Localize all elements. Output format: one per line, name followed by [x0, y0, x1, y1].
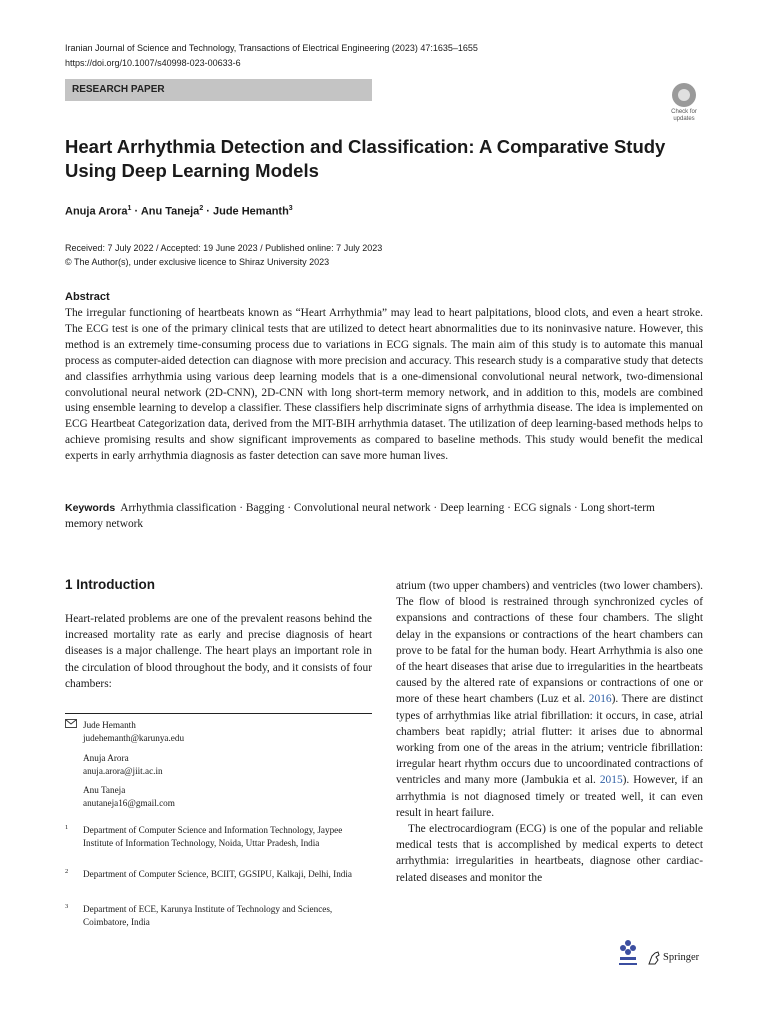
correspondence-name: Anuja Arora: [83, 753, 129, 763]
correspondence-name: Anu Taneja: [83, 785, 126, 795]
check-for-updates-badge[interactable]: [664, 83, 704, 123]
correspondence-entry: [83, 784, 175, 809]
citation-link[interactable]: 2015: [599, 774, 623, 787]
affiliation-number: 2: [65, 868, 69, 875]
springer-horse-icon: [647, 950, 661, 966]
correspondence-email[interactable]: anutaneja16@gmail.com: [83, 797, 175, 808]
affiliation-text: Department of Computer Science, BCIIT, GGSIPU, Kalkaji, Delhi, India: [83, 869, 353, 879]
abstract-text: The irregular functioning of heartbeats known as “Heart Arrhythmia” may lead to heart palpitations, blood clots, and even a heart stroke. The ECG test is one of the primary clinical tests that are utilized to detect heart abnormalities due to its noninvasive nature. However, this method is an extremely time-consuming process due to variations in ECG signals. The main aim of this study is to automate this manual process as computer-aided detection can diagnose with more precision and accuracy. This research study is a comparative study that detects and classifies arrhythmia using various deep learning models that is a one-dimensional convolutional neural network, two-dimensional convolutional neural network (2D-CNN), 2D-CNN with long short-term memory network, and in addition to this, models are combined using ensemble learning to develop a classifier. These classifiers help discriminate signs of arrhythmia disease. The idea is implemented on ECG Heartbeat Categorization data, derived from the MIT-BIH arrhythmia dataset. The utilization of deep learning-based methods helps to achieve promising results and show significant improvements as compared to baseline methods. This study would benefit the medical experts in early arrhythmia diagnosis as faster detection can save more human lives.: [65, 307, 703, 463]
keywords-list: Arrhythmia classification · Bagging · Convolutional neural network · Deep learning · ECG signals · Long short-term memory network: [65, 502, 655, 530]
shiraz-university-logo-icon: [617, 938, 639, 968]
correspondence-email[interactable]: anuja.arora@jiit.ac.in: [83, 765, 163, 776]
author-affiliation-marker: 1: [127, 205, 132, 212]
check-updates-line1: Check for: [671, 109, 697, 115]
citation-link[interactable]: 2016: [588, 693, 612, 706]
envelope-icon: [65, 719, 77, 728]
intro-column-left: Heart-related problems are one of the prevalent reasons behind the increased mortality rate as early and precise diagnosis of heart diseases is a major challenge. The heart plays an important role in the circulation of blood throughout the body, and it consists of four chambers:: [65, 613, 372, 690]
author-name: Jude Hemanth: [213, 205, 289, 218]
publisher-logos: [617, 938, 707, 974]
correspondence-name: Jude Hemanth: [83, 720, 136, 730]
author-separator: ·: [203, 205, 213, 218]
correspondence-entry: [83, 752, 163, 777]
affiliation-number: 3: [65, 903, 69, 910]
journal-citation: Iranian Journal of Science and Technology, Transactions of Electrical Engineering (2023) 47:1635–1655: [65, 43, 478, 53]
intro-paragraph: The electrocardiogram (ECG) is one of the popular and reliable medical tests that is accomplished by medical experts to detect arrhythmia: irregularities in heartbeats, diagnose other cardiac-related diseases and monitor the: [396, 823, 703, 884]
paper-title: Heart Arrhythmia Detection and Classification: A Comparative Study Using Deep Learning Models: [65, 136, 666, 181]
affiliation-number: 1: [65, 824, 69, 831]
publication-dates: Received: 7 July 2022 / Accepted: 19 June 2023 / Published online: 7 July 2023: [65, 243, 383, 253]
affiliation-text: Department of ECE, Karunya Institute of Technology and Sciences, Coimbatore, India: [83, 904, 333, 927]
author-list: [65, 205, 293, 218]
author-name: Anuja Arora: [65, 205, 128, 218]
paragraph-text: ). However, if an arrhythmia is not diagnosed timely or treated well, it can even result in heart failure.: [396, 774, 703, 819]
copyright-notice: © The Author(s), under exclusive licence to Shiraz University 2023: [65, 257, 330, 267]
correspondence-entry: [83, 719, 184, 744]
paragraph-text: atrium (two upper chambers) and ventricles (two lower chambers). The flow of blood is restrained through synchronized cycles of expansions and contractions of these four chambers. The slight delay in the expansions or contractions of the heart chambers can prove to be fatal for the human body. Heart Arrhythmia is also one of the heart diseases that arise due to irregularities in the heartbeats caused by the altered rate of expansions or contractions of one or more of these heart chambers (Luz et al.: [396, 580, 703, 706]
author-affiliation-marker: 2: [199, 205, 204, 212]
article-type-label: RESEARCH PAPER: [72, 84, 165, 95]
intro-column-right: [396, 578, 703, 886]
abstract-heading: Abstract: [65, 291, 110, 303]
author-separator: ·: [131, 205, 141, 218]
article-type-banner: [65, 79, 372, 101]
paragraph-text: ). There are distinct types of arrhythmias like atrial fibrillation: it occurs, in case, atrial chambers beat rapidly; atrial flutter: it arises due to abnormal working from one of the areas in the atrium; ventricle fibrillation: irregular heart rhythm occurs due to uncoordinated contractions of ventricles and many more (Jambukia et al.: [396, 693, 703, 787]
intro-paragraph: [396, 578, 703, 821]
journal-header: [65, 41, 478, 71]
keywords: [65, 500, 685, 532]
check-updates-line2: updates: [673, 116, 695, 122]
check-updates-icon: [672, 83, 696, 107]
footnote-divider: [65, 713, 372, 714]
section-heading-introduction: 1 Introduction: [65, 577, 155, 592]
springer-logo-text: Springer: [663, 952, 700, 963]
affiliation-text: Department of Computer Science and Information Technology, Jaypee Institute of Information Technology, Noida, Uttar Pradesh, India: [83, 825, 343, 848]
keywords-label: Keywords: [65, 502, 116, 514]
author-affiliation-marker: 3: [288, 205, 293, 212]
publication-info: [65, 241, 382, 269]
journal-doi-link[interactable]: https://doi.org/10.1007/s40998-023-00633-6: [65, 58, 241, 68]
correspondence-email[interactable]: judehemanth@karunya.edu: [83, 732, 185, 743]
author-name: Anu Taneja: [140, 205, 200, 218]
